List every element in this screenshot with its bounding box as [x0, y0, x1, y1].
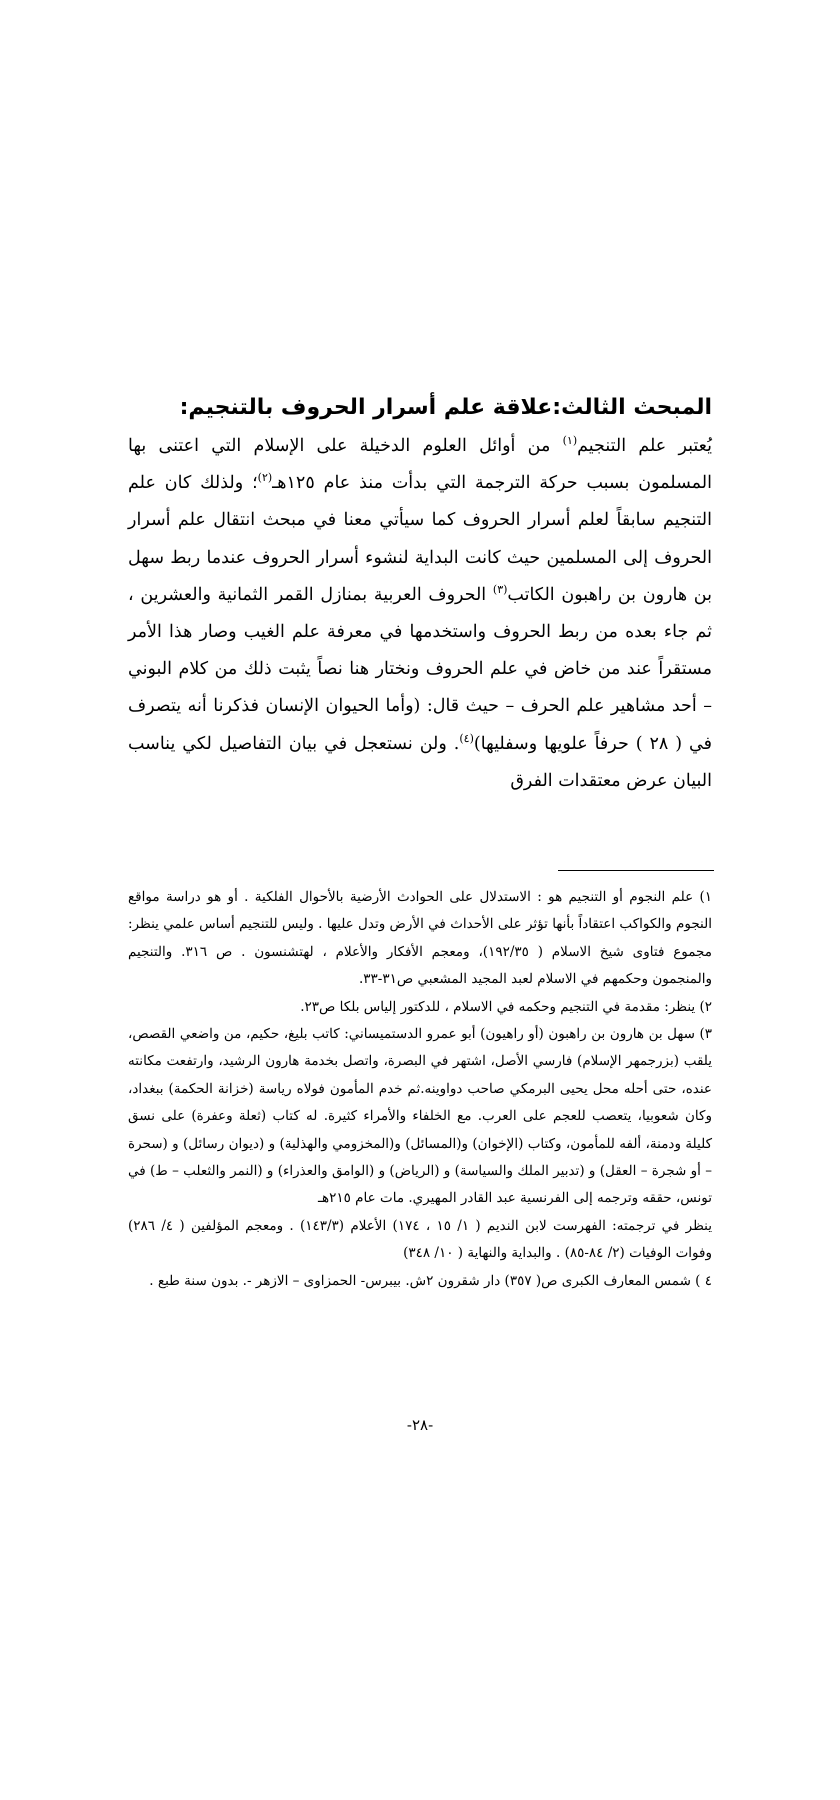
footnote-2: [128, 994, 712, 1021]
footnote-text: ٢) ينظر: مقدمة في التنجيم وحكمه في الاسلام ، للدكتور إلياس بلكا ص٢٣.: [300, 998, 712, 1015]
body-text-run: ؛ ولذلك كان علم التنجيم سابقاً لعلم أسرار الحروف كما سيأتي معنا في مبحث انتقال علم أسرار الحروف إلى المسلمين حيث كانت البداية لنشوء أسرار الحروف عندما ربط سهل بن هارون بن راهبون الكاتب: [128, 473, 712, 605]
footnote-text: ٣) سهل بن هارون بن راهبون (أو راهيون) أبو عمرو الدستميساني: كاتب بليغ، حكيم، من واضعي القصص، يلقب (بزرجمهر الإسلام) فارسي الأصل، اشتهر في البصرة، واتصل بخدمة هارون الرشيد، وارتفعت مكانته عنده، حتى أحله محل يحيى البرمكي صاحب دواوينه.ثم خدم المأمون فولاه رياسة (خزانة الحكمة) ببغداد، وكان شعوبيا، يتعصب للعجم على العرب. مع الخلفاء والأمراء كثيرة. له كتاب (ثعلة وعفرة) على نسق كليلة ودمنة، ألفه للمأمون، وكتاب (الإخوان) و(المسائل) و(المخزومي والهذلية) و (ديوان رسائل) و (سحرة – أو شجرة – العقل) و (تدبير الملك والسياسة) و (الرياض) و (الوامق والعذراء) و (النمر والثعلب – ط) في تونس، حققه وترجمه إلى الفرنسية عبد القادر المهيري. مات عام ٢١٥هـ: [128, 1026, 712, 1207]
footnote-separator: [558, 870, 714, 871]
section-heading: المبحث الثالث:علاقة علم أسرار الحروف بالتنجيم:: [179, 395, 712, 420]
page-number: -٢٨-: [406, 1416, 434, 1434]
footnote-1: [128, 884, 712, 994]
footnote-4: [128, 1268, 712, 1295]
footnote-ref[interactable]: (٢): [257, 471, 273, 485]
body-text-run: . ولن نستعجل في بيان التفاصيل لكي يناسب البيان عرض معتقدات الفرق: [128, 733, 712, 791]
main-content: [128, 392, 712, 800]
footnotes: [128, 884, 712, 1295]
body-paragraph: [128, 428, 712, 800]
footnote-ref[interactable]: (٣): [492, 582, 508, 596]
footnote-ref[interactable]: (٤): [459, 731, 474, 745]
body-text-run: يُعتبر علم التنجيم: [577, 436, 712, 456]
footnote-text: ١) علم النجوم أو التنجيم هو : الاستدلال على الحوادث الأرضية بالأحوال الفلكية . أو هو دراسة مواقع النجوم والكواكب اعتقاداً بأنها تؤثر على الأحداث في الأرض وتدل عليها . وليس للتنجيم أساس علمي ينظر: مجموع فتاوى شيخ الاسلام ( ١٩٢/٣٥)، ومعجم الأفكار والأعلام ، لهتشنسون . ص ٣١٦. والتنجيم والمنجمون وحكمهم في الاسلام لعبد المجيد المشعبي ص٣١-٣٣.: [128, 889, 712, 988]
footnote-ref[interactable]: (١): [562, 434, 578, 448]
body-text-run: من أوائل العلوم الدخيلة على الإسلام التي اعتنى بها المسلمون بسبب حركة الترجمة التي بدأت منذ عام ١٢٥هـ: [128, 436, 712, 494]
footnote-3-sources: [128, 1213, 712, 1268]
body-text-run: الحروف العربية بمنازل القمر الثمانية والعشرين ، ثم جاء بعده من ربط الحروف واستخدمها في معرفة علم الغيب وصار هذا الأمر مستقراً عند من خاض في علم الحروف ونختار هنا نصاً يثبت ذلك من كلام البوني – أحد مشاهير علم الحرف – حيث قال: (وأما الحيوان الإنسان فذكرنا أنه يتصرف في ( ٢٨ ) حرفاً علويها وسفليها): [128, 584, 712, 754]
footnote-text: ٤ ) شمس المعارف الكبرى ص( ٣٥٧) دار شقرون ٢ش. بيبرس- الحمزاوى – الازهر -. بدون سنة طبع .: [149, 1272, 712, 1289]
footnote-text: ينظر في ترجمته: الفهرست لابن النديم ( ١/ ١٥ ، ١٧٤) الأعلام (١٤٣/٣) . ومعجم المؤلفين ( ٤/ ٢٨٦) وفوات الوفيات (٢/ ٨٤-٨٥) . والبداية والنهاية ( ١٠/ ٣٤٨): [128, 1217, 712, 1262]
footnote-3: [128, 1021, 712, 1213]
